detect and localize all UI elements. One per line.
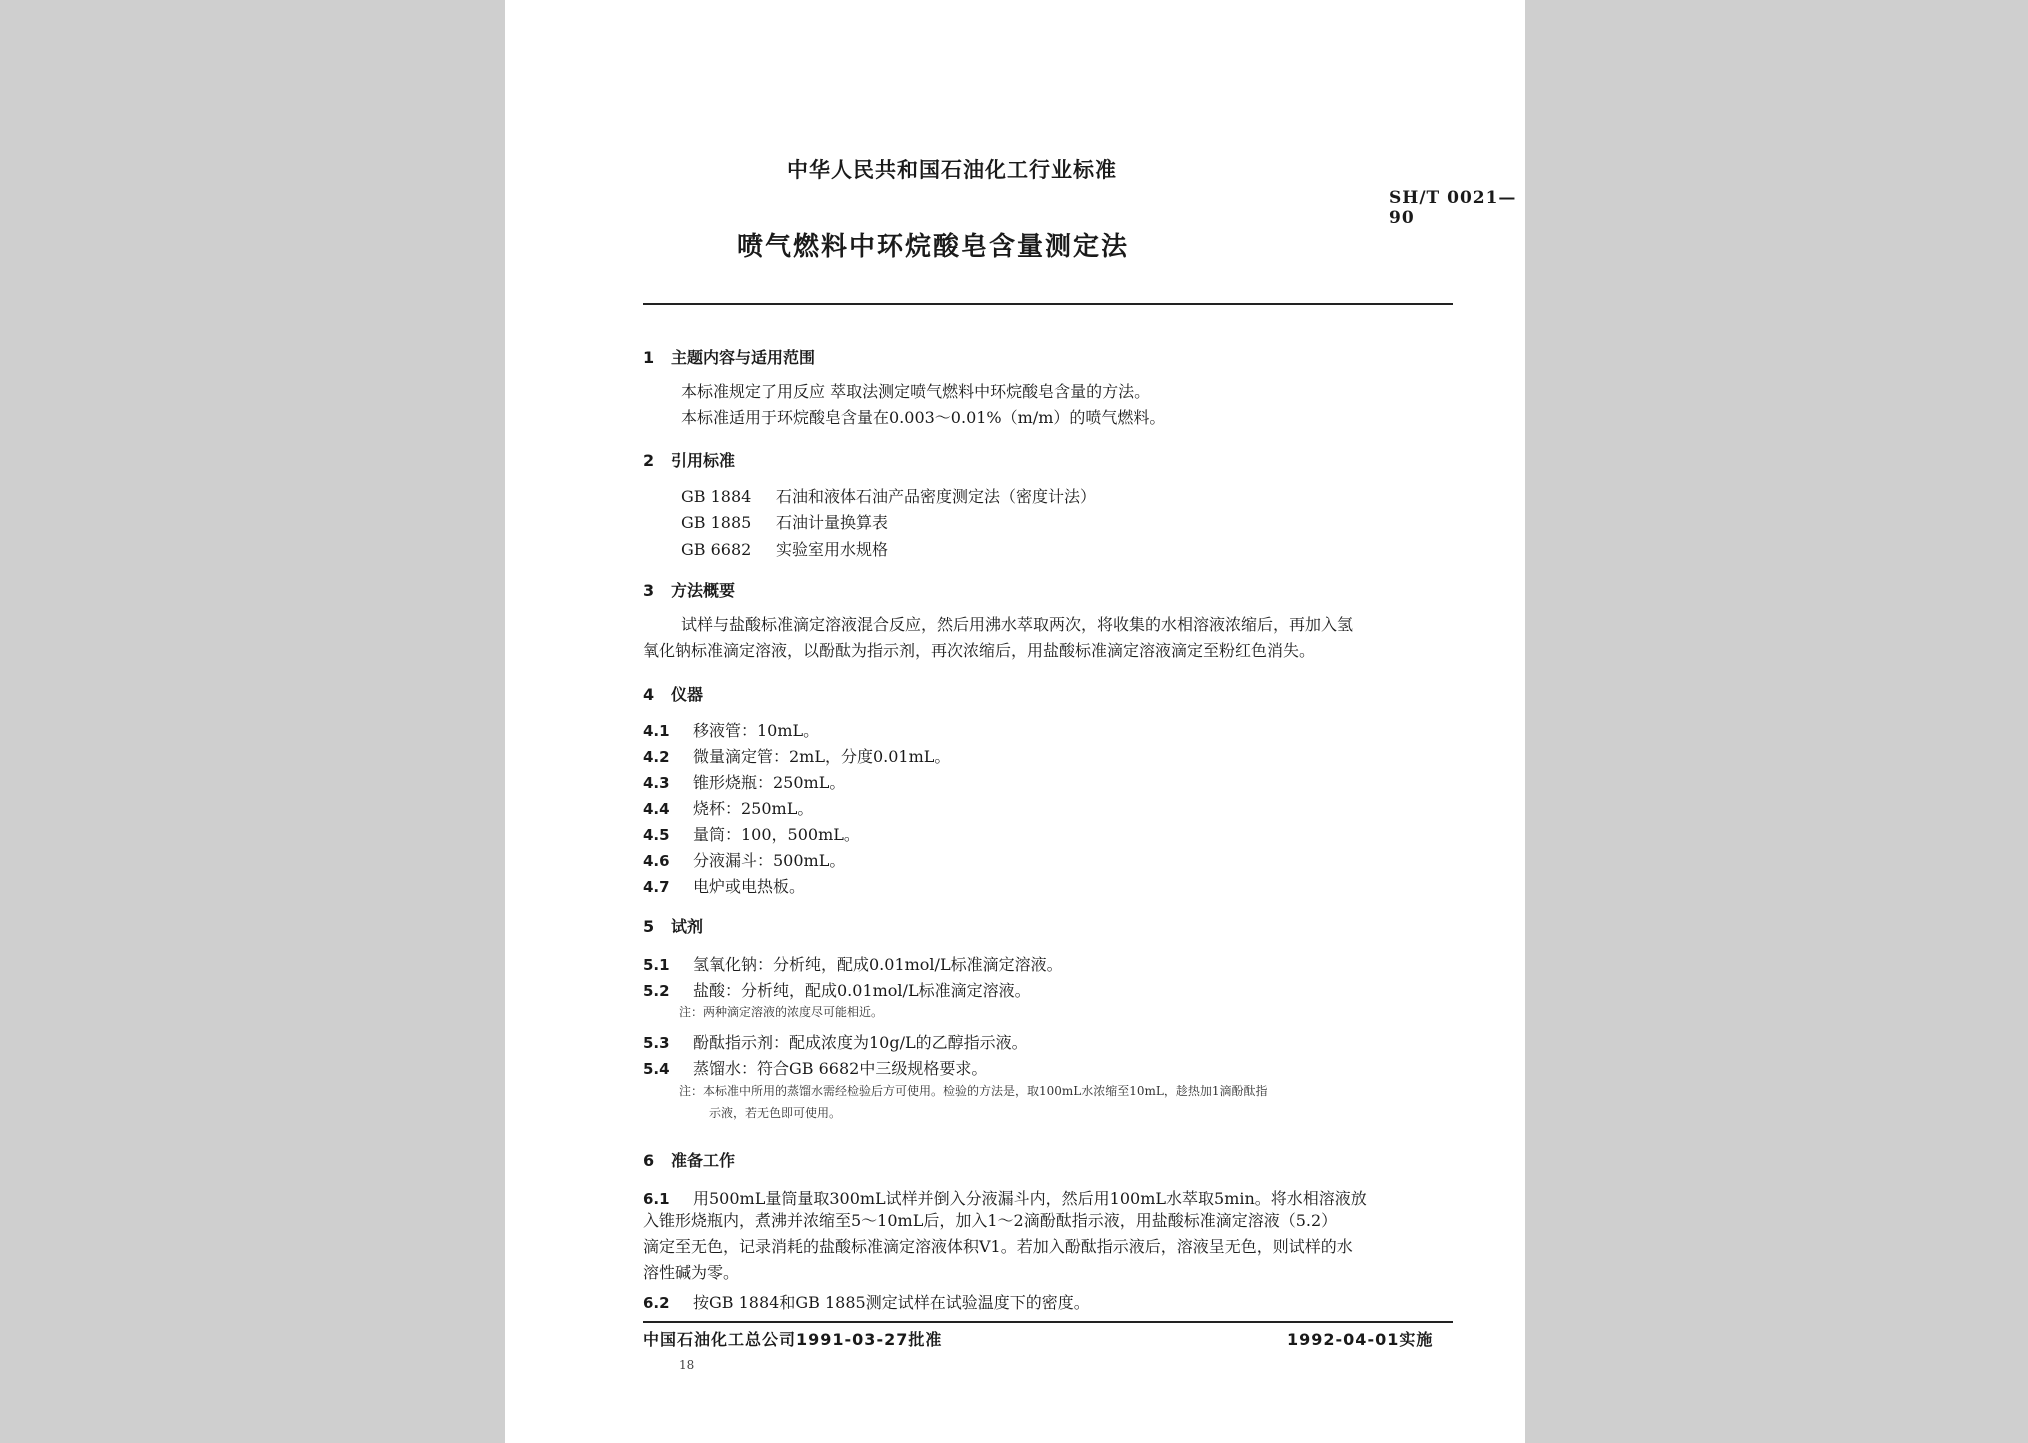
item-text: 锥形烧瓶：250mL。	[693, 773, 846, 792]
section-3-heading	[643, 578, 735, 601]
apparatus-item	[643, 848, 845, 871]
section-5-heading	[643, 914, 703, 937]
reference-code: GB 6682	[681, 540, 752, 559]
section-3-line-2: 氧化钠标准滴定溶液，以酚酞为指示剂，再次浓缩后，用盐酸标准滴定溶液滴定至粉红色消失。	[643, 641, 1316, 660]
apparatus-item	[643, 796, 813, 819]
section-number: 1	[643, 348, 655, 367]
page-number: 18	[679, 1358, 695, 1372]
item-text: 微量滴定管：2mL，分度0.01mL。	[693, 747, 951, 766]
section-title: 引用标准	[671, 451, 736, 470]
note-line-2: 示液，若无色即可使用。	[709, 1106, 842, 1120]
item-text: 移液管：10mL。	[693, 721, 820, 740]
section-1-heading	[643, 345, 815, 368]
item-number: 5.1	[643, 956, 670, 974]
section-title: 方法概要	[671, 581, 736, 600]
section-title: 主题内容与适用范围	[671, 348, 816, 367]
apparatus-item	[643, 874, 805, 897]
item-text: 蒸馏水：符合GB 6682中三级规格要求。	[693, 1059, 988, 1078]
reference-code: GB 1885	[681, 513, 752, 532]
section-number: 2	[643, 451, 655, 470]
reference-code: GB 1884	[681, 487, 752, 506]
item-number: 5.2	[643, 982, 670, 1000]
item-text: 盐酸：分析纯，配成0.01mol/L标准滴定溶液。	[693, 981, 1031, 1000]
section-4-heading	[643, 682, 703, 705]
paragraph-6-1-line-3: 滴定至无色，记录消耗的盐酸标准滴定溶液体积V1。若加入酚酞指示液后，溶液呈无色，则试样的水	[643, 1237, 1353, 1256]
reagent-item	[643, 978, 1031, 1001]
reagent-item	[643, 1056, 987, 1079]
footer-rule	[643, 1321, 1453, 1323]
section-6-heading	[643, 1148, 735, 1171]
implementation-date: 1992-04-01实施	[1287, 1330, 1434, 1349]
item-number: 5.4	[643, 1060, 670, 1078]
item-text: 酚酞指示剂：配成浓度为10g/L的乙醇指示液。	[693, 1033, 1028, 1052]
standard-organization: 中华人民共和国石油化工行业标准	[787, 158, 1117, 182]
apparatus-item	[643, 770, 845, 793]
reference-item	[681, 510, 888, 533]
item-text: 氢氧化钠：分析纯，配成0.01mol/L标准滴定溶液。	[693, 955, 1063, 974]
section-title: 准备工作	[671, 1151, 736, 1170]
reagent-item	[643, 1030, 1028, 1053]
section-title: 仪器	[671, 685, 704, 704]
item-number: 4.4	[643, 800, 670, 818]
apparatus-item	[643, 822, 860, 845]
item-text: 量筒：100，500mL。	[693, 825, 860, 844]
header-rule	[643, 303, 1453, 305]
item-number: 4.1	[643, 722, 670, 740]
section-title: 试剂	[671, 917, 704, 936]
item-text: 用500mL量筒量取300mL试样并倒入分液漏斗内，然后用100mL水萃取5min。将水相溶液放	[693, 1189, 1367, 1208]
paragraph-6-1-line-1	[643, 1186, 1367, 1209]
apparatus-item	[643, 744, 950, 767]
reference-item	[681, 537, 888, 560]
item-number: 4.7	[643, 878, 670, 896]
reference-item	[681, 484, 1096, 507]
document-page	[505, 0, 1525, 1443]
standard-code: SH/T 0021—90	[1389, 188, 1517, 228]
paragraph-6-1-line-4: 溶性碱为零。	[643, 1263, 740, 1282]
reagent-note-1: 注：两种滴定溶液的浓度尽可能相近。	[679, 1005, 884, 1019]
item-text: 烧杯：250mL。	[693, 799, 814, 818]
section-1-paragraph-2: 本标准适用于环烷酸皂含量在0.003～0.01%（m/m）的喷气燃料。	[681, 408, 1166, 427]
apparatus-item	[643, 718, 819, 741]
item-number: 4.3	[643, 774, 670, 792]
note-line-1: 注：本标准中所用的蒸馏水需经检验后方可使用。检验的方法是，取100mL水浓缩至10mL，趁热加1滴酚酞指	[679, 1084, 1268, 1098]
item-text: 按GB 1884和GB 1885测定试样在试验温度下的密度。	[693, 1293, 1090, 1312]
item-number: 4.6	[643, 852, 670, 870]
reagent-note-2	[679, 1080, 1469, 1124]
item-number: 6.2	[643, 1294, 670, 1312]
item-text: 分液漏斗：500mL。	[693, 851, 846, 870]
paragraph-6-2	[643, 1290, 1090, 1313]
section-number: 4	[643, 685, 655, 704]
item-text: 电炉或电热板。	[693, 877, 806, 896]
reference-title: 石油计量换算表	[776, 513, 889, 532]
item-number: 5.3	[643, 1034, 670, 1052]
approval-statement: 中国石油化工总公司1991-03-27批准	[643, 1330, 943, 1349]
reference-title: 石油和液体石油产品密度测定法（密度计法）	[776, 487, 1097, 506]
section-1-paragraph-1: 本标准规定了用反应 萃取法测定喷气燃料中环烷酸皂含量的方法。	[681, 382, 1151, 401]
section-number: 5	[643, 917, 655, 936]
section-number: 3	[643, 581, 655, 600]
item-number: 4.2	[643, 748, 670, 766]
reagent-item	[643, 952, 1063, 975]
section-3-line-1: 试样与盐酸标准滴定溶液混合反应，然后用沸水萃取两次，将收集的水相溶液浓缩后，再加入氢	[681, 615, 1354, 634]
item-number: 4.5	[643, 826, 670, 844]
reference-title: 实验室用水规格	[776, 540, 889, 559]
paragraph-6-1-line-2: 入锥形烧瓶内，煮沸并浓缩至5～10mL后，加入1～2滴酚酞指示液，用盐酸标准滴定溶液（5.2）	[643, 1211, 1338, 1230]
item-number: 6.1	[643, 1190, 670, 1208]
section-2-heading	[643, 448, 735, 471]
document-title: 喷气燃料中环烷酸皂含量测定法	[737, 232, 1130, 262]
section-number: 6	[643, 1151, 655, 1170]
